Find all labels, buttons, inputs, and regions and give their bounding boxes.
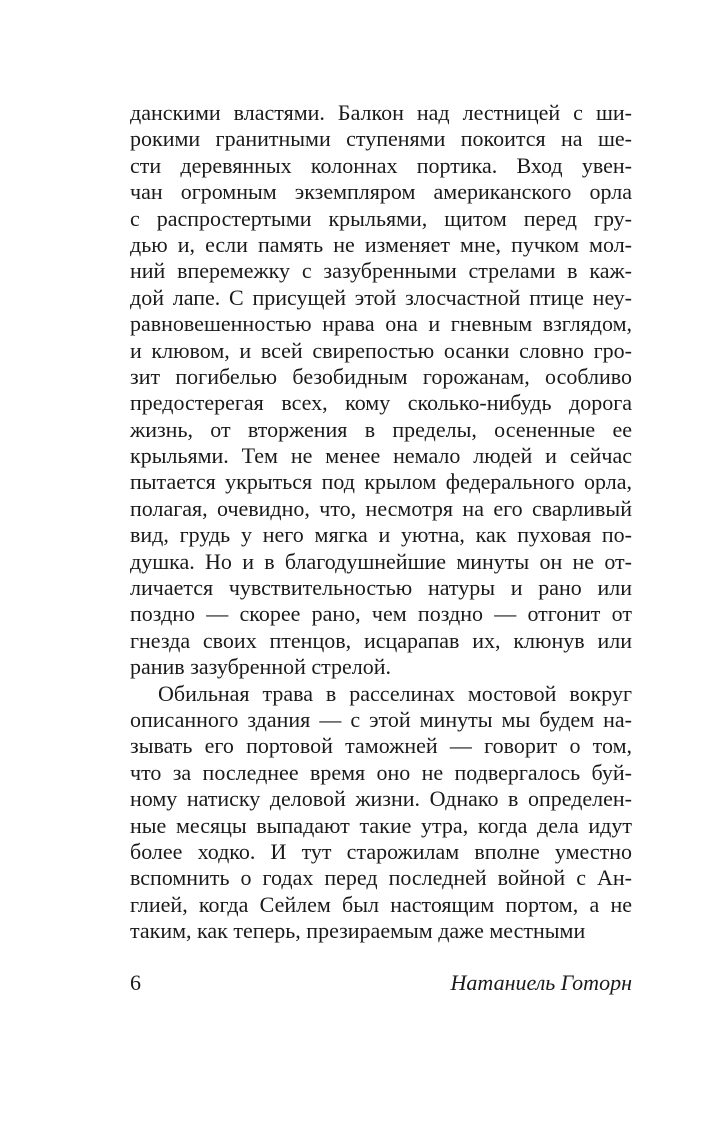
- page-number: 6: [130, 970, 141, 995]
- text-line: чан огромным экземпляром американского орла: [130, 179, 632, 205]
- text-line: личается чувствительностью натуры и рано или: [130, 575, 632, 601]
- page-footer: [130, 970, 632, 1000]
- text-line: глией, когда Сейлем был настоящим портом, а не: [130, 891, 632, 917]
- text-line: ний вперемежку с зазубренными стрелами в каж-: [130, 258, 632, 284]
- text-line: зывать его портовой таможней — говорит о том,: [130, 733, 632, 759]
- text-line: ные месяцы выпадают такие утра, когда дела идут: [130, 812, 632, 838]
- text-line: ранив зазубренной стрелой.: [130, 654, 392, 680]
- text-line: более ходко. И тут старожилам вполне уместно: [130, 838, 632, 864]
- text-line: зит погибелью безобидным горожанам, особливо: [130, 363, 632, 389]
- text-line: вид, грудь у него мягка и уютна, как пуховая по-: [130, 522, 632, 548]
- text-line: с распростертыми крыльями, щитом перед гру-: [130, 205, 632, 231]
- text-line: дой лапе. С присущей этой злосчастной птице неу-: [130, 284, 632, 310]
- text-line: крыльями. Тем не менее немало людей и сейчас: [130, 443, 632, 469]
- text-line: данскими властями. Балкон над лестницей с ши-: [130, 100, 632, 125]
- text-line: сти деревянных колоннах портика. Вход увен-: [130, 152, 632, 178]
- text-line: что за последнее время оно не подвергалось буй-: [130, 759, 632, 785]
- text-line: ному натиску деловой жизни. Однако в определен-: [130, 786, 632, 812]
- text-line: и клювом, и всей свирепостью осанки словно гро-: [130, 337, 632, 363]
- text-line: дью и, если память не изменяет мне, пучком мол-: [130, 231, 632, 257]
- text-line: таким, как теперь, презираемым даже местными: [130, 918, 586, 944]
- running-footer-author: Натаниель Готорн: [450, 970, 632, 995]
- paragraph: [130, 681, 632, 945]
- text-line: предостерегая всех, кому сколько-нибудь дорога: [130, 390, 632, 416]
- text-line: жизнь, от вторжения в пределы, осененные ее: [130, 416, 632, 442]
- text-line: душка. Но и в благодушнейшие минуты он не от-: [130, 548, 632, 574]
- text-line: полагая, очевидно, что, несмотря на его сварливый: [130, 495, 632, 521]
- text-line: описанного здания — с этой минуты мы будем на-: [130, 706, 632, 732]
- paragraph: [130, 100, 632, 681]
- text-line: Обильная трава в расселинах мостовой вокруг: [158, 680, 632, 706]
- text-line: поздно — скорее рано, чем поздно — отгонит от: [130, 601, 632, 627]
- text-line: равновешенностью нрава она и гневным взглядом,: [130, 311, 632, 337]
- text-line: пытается укрыться под крылом федерального орла,: [130, 469, 632, 495]
- text-line: гнезда своих птенцов, исцарапав их, клюнув или: [130, 627, 632, 653]
- body-text: [130, 100, 632, 945]
- text-line: вспомнить о годах перед последней войной с Ан-: [130, 865, 632, 891]
- text-line: рокими гранитными ступенями покоится на ше-: [130, 126, 632, 152]
